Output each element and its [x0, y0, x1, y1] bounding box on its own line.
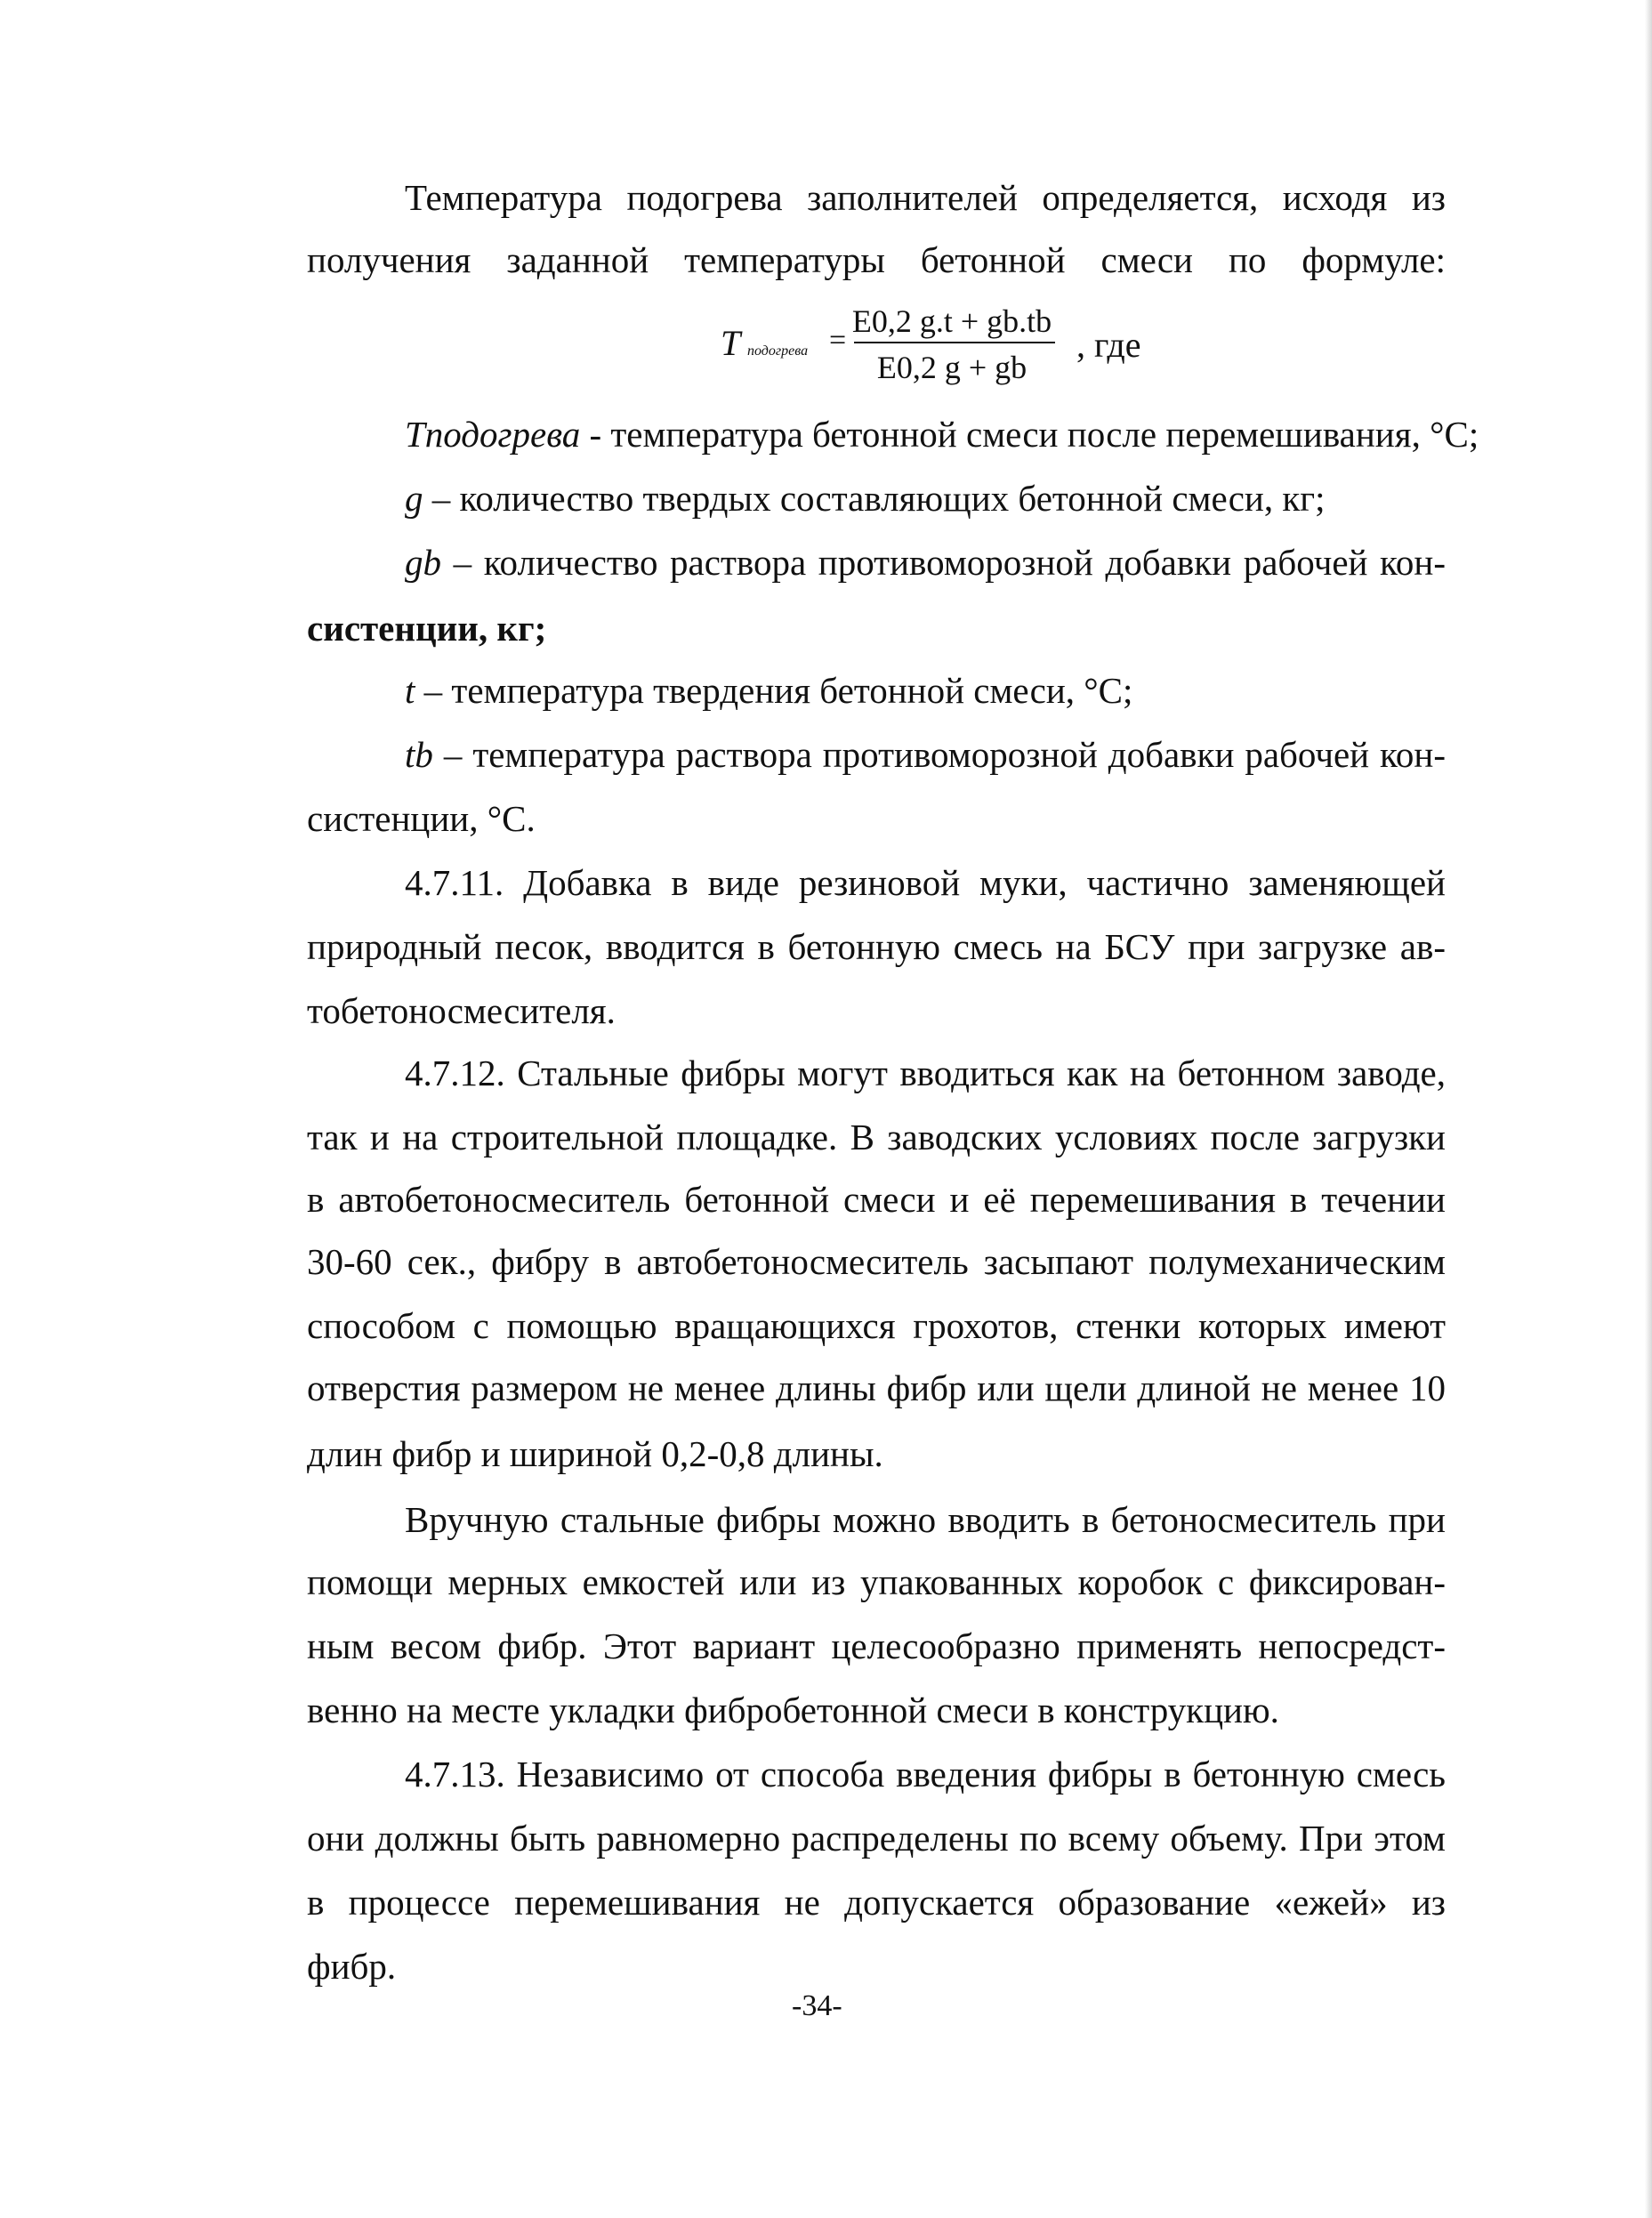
scan-edge-shadow	[1645, 0, 1652, 2218]
definition-symbol: g	[405, 478, 423, 519]
definition-symbol: Tподогрева	[405, 414, 581, 455]
definition-symbol: gb	[405, 544, 441, 583]
section-4-7-13-line-1: 4.7.13. Независимо от способа введения фибры в бетонную смесь	[405, 1756, 1446, 1795]
definition-text: - температура бетонной смеси после перемешивания, °С;	[589, 414, 1479, 455]
section-4-7-12-line-4: 30-60 сек., фибру в автобетоносмеситель засыпают полумеханическим	[307, 1244, 1446, 1282]
formula-denominator: E0,2 g + gb	[876, 350, 1027, 385]
section-4-7-11-line-2: природный песок, вводится в бетонную смесь на БСУ при загрузке ав-	[307, 929, 1446, 967]
paragraph-1-line-2: получения заданной температуры бетонной смеси по формуле:	[307, 242, 1446, 280]
section-4-7-13-line-2: они должны быть равномерно распределены по всему объему. При этом	[307, 1820, 1446, 1859]
definition-text: – температура твердения бетонной смеси, °С;	[423, 670, 1133, 711]
definition-text: – количество твердых составляющих бетонной смеси, кг;	[431, 478, 1326, 519]
formula-fraction-bar	[854, 342, 1055, 343]
formula-suffix: , где	[1076, 325, 1141, 365]
definition-tb-line-1	[405, 737, 1446, 781]
definition-tb-line-2: систенции, °С.	[307, 798, 536, 839]
formula-numerator: E0,2 g.t + gb.tb	[851, 303, 1052, 339]
page-number: -34-	[792, 1989, 842, 2022]
definition-t	[405, 670, 1133, 711]
paragraph-1-line-1: Температура подогрева заполнителей определяется, исходя из	[405, 180, 1446, 218]
definition-gb-line-1	[405, 544, 1446, 589]
formula-equals: =	[829, 324, 847, 357]
section-4-7-12-line-1: 4.7.12. Стальные фибры могут вводиться как на бетонном заводе,	[405, 1055, 1446, 1093]
definition-symbol: t	[405, 670, 415, 711]
paragraph-manual-line-2: помощи мерных емкостей или из упакованных коробок с фиксирован-	[307, 1564, 1446, 1602]
paragraph-manual-line-1: Вручную стальные фибры можно вводить в бетоносмеситель при	[405, 1502, 1446, 1540]
section-4-7-12-line-7: длин фибр и шириной 0,2-0,8 длины.	[307, 1433, 883, 1474]
formula-lhs-subscript: подогрева	[747, 343, 809, 359]
paragraph-manual-line-3: ным весом фибр. Этот вариант целесообразно применять непосредст-	[307, 1628, 1446, 1666]
section-4-7-13-line-4: фибр.	[307, 1946, 397, 1987]
section-4-7-11-line-1: 4.7.11. Добавка в виде резиновой муки, частично заменяющей	[405, 865, 1446, 903]
section-4-7-12-line-3: в автобетоносмеситель бетонной смеси и её перемешивания в течении	[307, 1182, 1446, 1220]
definition-t-heating	[405, 416, 1479, 453]
temperature-formula	[712, 302, 1210, 400]
section-4-7-12-line-6: отверстия размером не менее длины фибр или щели длиной не менее 10	[307, 1370, 1446, 1408]
formula-lhs-symbol: T	[721, 323, 741, 363]
definition-gb-line-2: систенции, кг;	[307, 608, 547, 649]
section-4-7-13-line-3: в процессе перемешивания не допускается образование «ежей» из	[307, 1884, 1446, 1923]
paragraph-manual-line-4: венно на месте укладки фибробетонной смеси в конструкцию.	[307, 1690, 1279, 1730]
definition-symbol: tb	[405, 737, 433, 775]
section-4-7-12-line-2: так и на строительной площадке. В заводских условиях после загрузки	[307, 1119, 1446, 1157]
definition-text: – количество раствора противоморозной добавки рабочей кон-	[453, 544, 1446, 583]
definition-text: – температура раствора противоморозной добавки рабочей кон-	[443, 737, 1446, 775]
definition-g	[405, 480, 1326, 517]
section-4-7-11-line-3: тобетоносмесителя.	[307, 990, 616, 1031]
section-4-7-12-line-5: способом с помощью вращающихся грохотов, стенки которых имеют	[307, 1308, 1446, 1346]
